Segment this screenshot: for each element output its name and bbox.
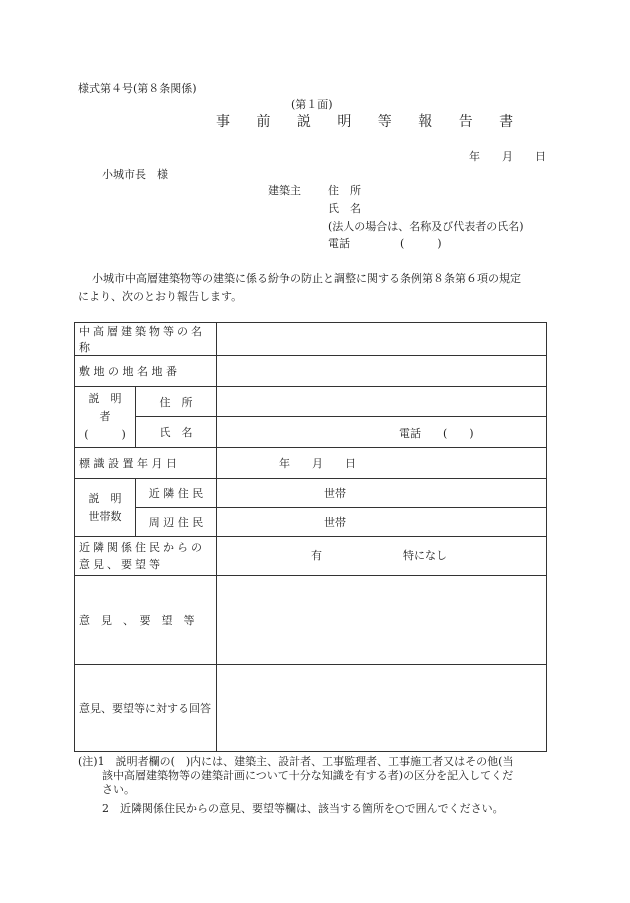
explainer-label-cell (75, 387, 136, 448)
explainer-phone: 電話 ( ) (399, 427, 474, 440)
note-1-line-1: (注)1 説明者欄の( )内には、建築主、設計者、工事監理者、工事施工者又はその他(当 (78, 755, 514, 768)
explainer-parens: ( ) (84, 428, 126, 441)
intro-line-1: 小城市中高層建築物等の建築に係る紛争の防止と調整に関する条例第８条第６項の規定 (92, 272, 521, 285)
applicant-name-label: 氏 名 (328, 202, 361, 215)
opinions-field[interactable] (217, 576, 547, 665)
sign-date-label: 標 識 設 置 年 月 日 (75, 448, 217, 479)
applicant-phone-label: 電話 (328, 237, 350, 250)
opinions-from-label: 近隣関係住民からの意見、要望等 (75, 537, 217, 576)
date-label: 年 月 日 (469, 150, 546, 163)
form-number: 様式第４号(第８条関係) (78, 82, 197, 95)
note-1-line-3: さい。 (102, 783, 135, 796)
site-field[interactable] (217, 356, 547, 387)
note-1-line-2: 該中高層建築物等の建築計画について十分な知識を有する者)の区分を記入してくだ (102, 769, 514, 782)
opinions-none[interactable]: 特になし (403, 549, 447, 562)
response-label: 意見、要望等に対する回答 (75, 665, 217, 752)
opinions-from-field[interactable] (217, 537, 547, 576)
applicant-role-label: 建築主 (268, 184, 301, 197)
intro-line-2: により、次のとおり報告します。 (78, 290, 243, 303)
explainer-label: 説 明 者 (88, 392, 133, 423)
page-label: (第１面) (291, 98, 333, 111)
response-field[interactable] (217, 665, 547, 752)
explainer-name-label: 氏 名 (136, 417, 217, 448)
opinions-label: 意 見 、 要 望 等 (75, 576, 217, 665)
sign-date-field[interactable]: 年 月 日 (217, 448, 547, 479)
report-table (74, 322, 547, 752)
building-name-label: 中高層建築物等の名称 (75, 323, 217, 356)
applicant-address-label: 住 所 (328, 184, 361, 197)
addressee: 小城市長 様 (102, 168, 168, 181)
site-label: 敷 地 の 地 名 地 番 (75, 356, 217, 387)
nearby-residents-label: 近 隣 住 民 (136, 479, 217, 508)
surrounding-residents-label: 周 辺 住 民 (136, 508, 217, 537)
corporate-note: (法人の場合は、名称及び代表者の氏名) (328, 220, 524, 233)
building-name-field[interactable] (217, 323, 547, 356)
households-label-cell (75, 479, 136, 537)
note-2: 2 近隣関係住民からの意見、要望等欄は、該当する箇所を○で囲んでください。 (102, 802, 504, 815)
explainer-name-field[interactable] (217, 417, 547, 448)
surrounding-households-field[interactable]: 世帯 (217, 508, 547, 537)
households-label-1: 説 明 (88, 491, 122, 505)
households-label-2: 世帯数 (88, 509, 122, 523)
explainer-address-label: 住 所 (136, 387, 217, 417)
applicant-phone-parens: ( ) (400, 237, 442, 250)
nearby-households-field[interactable]: 世帯 (217, 479, 547, 508)
explainer-address-field[interactable] (217, 387, 547, 417)
opinions-yes[interactable]: 有 (311, 549, 322, 562)
document-title: 事 前 説 明 等 報 告 書 (216, 114, 525, 130)
